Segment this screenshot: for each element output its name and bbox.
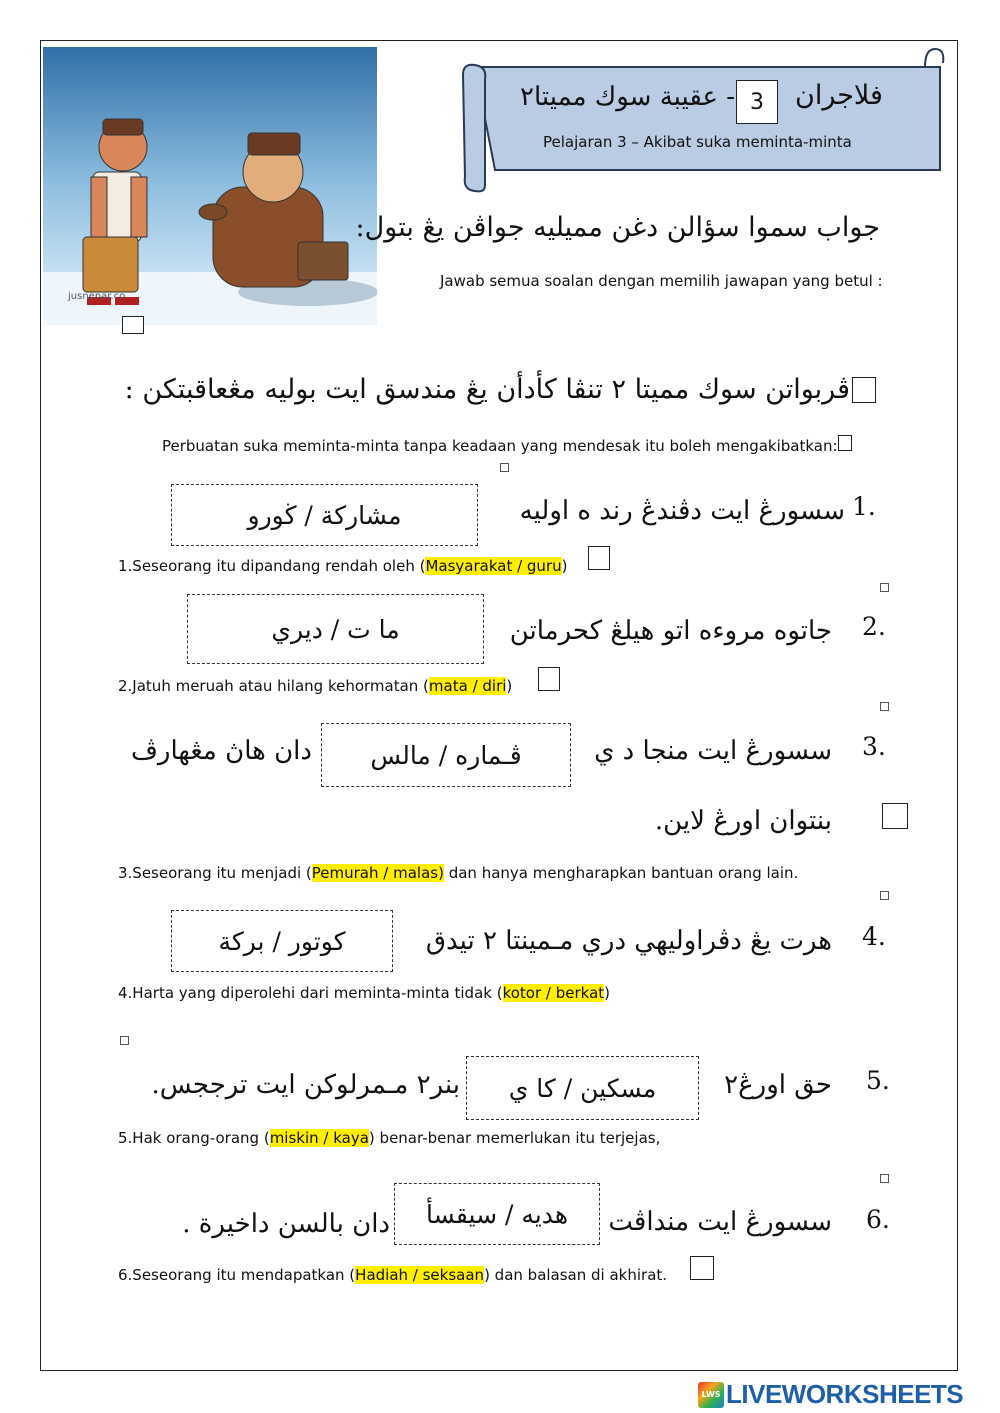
checkbox[interactable] (588, 546, 610, 570)
question-arabic: جاتوه مروءه اتو هيلڠ كحرماتن (509, 616, 832, 646)
question-arabic-after: دان هاڽ مڠهارڤ (130, 736, 312, 766)
checkbox-small[interactable] (880, 1174, 889, 1183)
question-latin: 3.Seseorang itu menjadi (Pemurah / malas) dan hanya mengharapkan bantuan orang lain. (118, 864, 799, 882)
title-arabic: فلاجران (795, 80, 883, 111)
checkbox[interactable] (882, 803, 908, 829)
answer-highlight: Hadiah / seksaan (355, 1266, 485, 1284)
answer-highlight: mata / diri (428, 677, 507, 695)
answer-option-box[interactable]: مشاركة / ڬورو (171, 484, 478, 546)
question-arabic: سسورڠ ايت منجا د ي (594, 736, 832, 766)
checkbox[interactable] (690, 1256, 714, 1280)
intro-latin: Perbuatan suka meminta-minta tanpa keadaan yang mendesak itu boleh mengakibatkan: (162, 437, 838, 455)
question-number: 6. (866, 1205, 890, 1234)
question-latin: 2.Jatuh meruah atau hilang kehormatan (mata / diri) (118, 677, 513, 695)
question-number: 1. (852, 492, 876, 521)
title-banner (455, 45, 950, 195)
checkbox[interactable] (122, 316, 144, 334)
checkbox-small[interactable] (880, 583, 889, 592)
question-number: 5. (866, 1066, 890, 1095)
question-arabic: حق اورڠ٢ (724, 1070, 832, 1100)
page-subtitle: Pelajaran 3 – Akibat suka meminta-minta (543, 133, 852, 151)
illustration-watermark: jusnenar.co (68, 291, 126, 302)
lesson-number-box[interactable]: 3 (736, 80, 778, 124)
question-arabic: سسورڠ ايت منداڤت (608, 1207, 832, 1237)
answer-option-box[interactable]: مسكين / كا ي (466, 1056, 699, 1120)
question-latin: 4.Harta yang diperolehi dari meminta-minta tidak (kotor / berkat) (118, 984, 610, 1002)
question-number: 3. (862, 732, 886, 761)
title-arabic-rest: - عقيبة سوك مميتا٢ (520, 82, 736, 112)
question-arabic-after: بنر٢ مـمرلوكن ايت ترججس. (151, 1070, 460, 1100)
question-latin: 1.Seseorang itu dipandang rendah oleh (Masyarakat / guru) (118, 557, 568, 575)
intro-arabic: ڤربواتن سوك مميتا ٢ تنڤا كأدأن يڠ مندسق ايت بوليه مڠعاقبتكن : (124, 374, 850, 405)
checkbox-small[interactable] (120, 1036, 129, 1045)
question-number: 4. (862, 922, 886, 951)
answer-highlight: miskin / kaya (269, 1129, 369, 1147)
checkbox[interactable] (838, 435, 852, 451)
answer-option-box[interactable]: هديه / سيقسأ (394, 1183, 600, 1245)
checkbox-small[interactable] (880, 891, 889, 900)
answer-highlight: Pemurah / malas) (311, 864, 444, 882)
checkbox-small[interactable] (500, 463, 509, 472)
question-latin: 6.Seseorang itu mendapatkan (Hadiah / seksaan) dan balasan di akhirat. (118, 1266, 668, 1284)
checkbox[interactable] (852, 377, 876, 403)
cartoon-illustration (43, 47, 377, 325)
liveworksheets-logo[interactable] (698, 1379, 963, 1410)
answer-highlight: Masyarakat / guru (425, 557, 562, 575)
logo-text: LIVEWORKSHEETS (726, 1379, 964, 1409)
question-arabic: سسورڠ ايت دڤندڠ رند ه اوليه (519, 496, 845, 526)
checkbox[interactable] (538, 667, 560, 691)
question-arabic-after: دان بالسن داخيرة . (182, 1209, 390, 1239)
instruction-latin: Jawab semua soalan dengan memilih jawapan yang betul : (440, 272, 883, 290)
instruction-arabic: جواب سموا سؤالن دغن مميليه جواڤن يڠ بتول: (355, 212, 880, 243)
question-arabic: هرت يڠ دڤراوليهي دري مـمينتا ٢ تيدق (425, 926, 832, 956)
question-arabic-line2: بنتوان اورڠ لاين. (654, 806, 832, 836)
answer-highlight: kotor / berkat (502, 984, 605, 1002)
checkbox-small[interactable] (880, 702, 889, 711)
question-number: 2. (862, 612, 886, 641)
logo-badge: LWS (698, 1382, 724, 1408)
answer-option-box[interactable]: ڤـماره / مالس (321, 723, 571, 787)
answer-option-box[interactable]: ما ت / ديري (187, 594, 484, 664)
answer-option-box[interactable]: كوتور / بركة (171, 910, 393, 972)
question-latin: 5.Hak orang-orang (miskin / kaya) benar-benar memerlukan itu terjejas, (118, 1129, 661, 1147)
